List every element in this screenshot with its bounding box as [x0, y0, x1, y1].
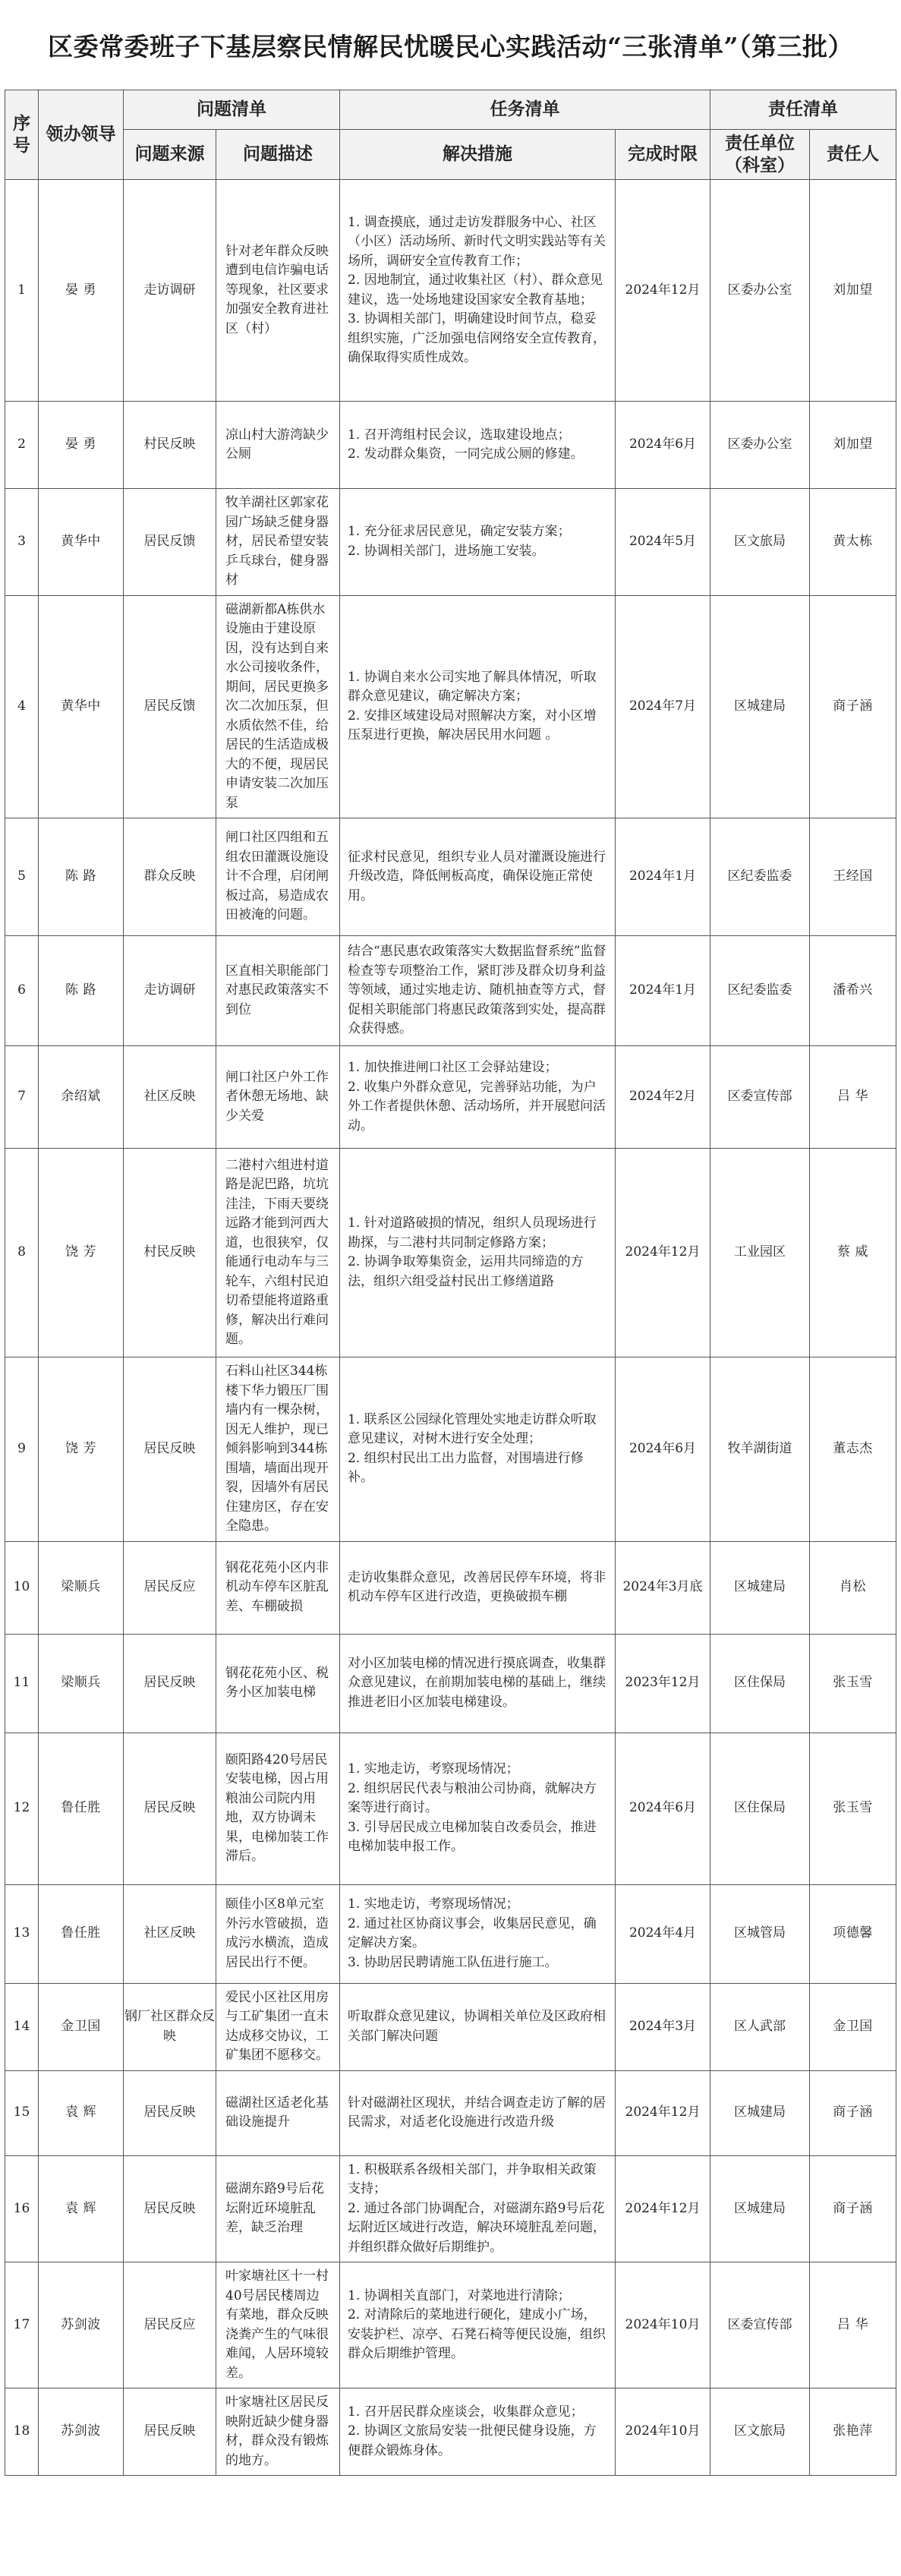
row-seq: 18	[5, 2388, 39, 2476]
measure-line: 1. 加快推进闸口社区工会驿站建设；	[348, 1060, 558, 1075]
row-person: 金卫国	[810, 1983, 896, 2070]
row-measures	[340, 2070, 616, 2155]
measure-line: 2. 收集户外群众意见，完善驿站功能，为户外工作者提供休憩、活动场所，并开展慰问活动。	[348, 1079, 606, 1134]
measure-line: 1. 召开居民群众座谈会，收集群众意见；	[348, 2404, 584, 2420]
row-seq: 12	[5, 1733, 39, 1884]
row-person: 蔡 威	[810, 1149, 896, 1357]
row-seq: 16	[5, 2155, 39, 2262]
header-unit: 责任单位（科室）	[710, 130, 810, 180]
measure-line: 听取群众意见建议，协调相关单位及区政府相关部门解决问题	[348, 2009, 606, 2044]
row-leader: 晏 勇	[39, 180, 124, 402]
row-source: 村民反映	[124, 402, 216, 489]
row-person: 张艳萍	[810, 2388, 896, 2476]
table-row	[5, 1983, 896, 2070]
row-measures	[340, 2388, 616, 2476]
row-seq: 10	[5, 1541, 39, 1634]
row-measures	[340, 595, 616, 818]
row-source: 社区反映	[124, 1884, 216, 1983]
row-unit: 区文旅局	[710, 489, 810, 596]
row-unit: 区城管局	[710, 1884, 810, 1983]
table-row	[5, 2070, 896, 2155]
measure-line: 1. 联系区公园绿化管理处实地走访群众听取意见建议，对树木进行安全处理；	[348, 1411, 597, 1447]
row-deadline: 2023年12月	[616, 1634, 710, 1733]
measure-line: 1. 积极联系各级相关部门，并争取相关政策支持；	[348, 2161, 597, 2196]
row-leader: 陈 路	[39, 818, 124, 936]
row-source: 居民反馈	[124, 489, 216, 596]
row-measures	[340, 1634, 616, 1733]
row-unit: 区委宣传部	[710, 1046, 810, 1149]
table-row	[5, 2262, 896, 2388]
row-deadline: 2024年1月	[616, 936, 710, 1046]
row-leader: 饶 芳	[39, 1149, 124, 1357]
row-desc: 颐佳小区8单元室外污水管破损，造成污水横流，造成居民出行不便。	[216, 1884, 340, 1983]
table-row	[5, 489, 896, 596]
row-person: 吕 华	[810, 2262, 896, 2388]
row-deadline: 2024年1月	[616, 818, 710, 936]
row-person: 黄太栋	[810, 489, 896, 596]
table-row	[5, 1634, 896, 1733]
row-measures	[340, 2155, 616, 2262]
document-title: 区委常委班子下基层察民情解民忧暖民心实践活动“三张清单”（第三批）	[48, 31, 853, 61]
row-leader: 梁顺兵	[39, 1541, 124, 1634]
row-person: 潘希兴	[810, 936, 896, 1046]
header-measures: 解决措施	[340, 130, 616, 180]
row-leader: 梁顺兵	[39, 1634, 124, 1733]
row-measures	[340, 936, 616, 1046]
row-seq: 15	[5, 2070, 39, 2155]
table-row	[5, 936, 896, 1046]
row-seq: 4	[5, 595, 39, 818]
row-deadline: 2024年6月	[616, 1357, 710, 1542]
row-deadline: 2024年4月	[616, 1884, 710, 1983]
table-row	[5, 1541, 896, 1634]
table-row	[5, 1046, 896, 1149]
row-source: 钢厂社区群众反映	[124, 1983, 216, 2070]
row-deadline: 2024年7月	[616, 595, 710, 818]
row-seq: 14	[5, 1983, 39, 2070]
row-measures	[340, 1733, 616, 1884]
table-row	[5, 402, 896, 489]
row-desc: 闸口社区四组和五组农田灌溉设施设计不合理，启闭闸板过高，易造成农田被淹的问题。	[216, 818, 340, 936]
list-table	[5, 90, 896, 2476]
table-row	[5, 1733, 896, 1884]
measure-line: 征求村民意见，组织专业人员对灌溉设施进行升级改造，降低闸板高度，确保设施正常使用。	[348, 849, 606, 903]
row-source: 居民反映	[124, 2388, 216, 2476]
measure-line: 1. 实地走访，考察现场情况；	[348, 1897, 519, 1912]
row-unit: 区人武部	[710, 1983, 810, 2070]
measure-line: 1. 召开湾组村民会议，选取建设地点；	[348, 427, 571, 443]
row-measures	[340, 1884, 616, 1983]
row-seq: 11	[5, 1634, 39, 1733]
header-task-group: 任务清单	[340, 90, 710, 130]
row-deadline: 2024年12月	[616, 1149, 710, 1357]
row-desc: 牧羊湖社区郭家花园广场缺乏健身器材，居民希望安装乒乓球台，健身器材	[216, 489, 340, 596]
row-leader: 晏 勇	[39, 402, 124, 489]
row-leader: 袁 辉	[39, 2155, 124, 2262]
row-source: 居民反应	[124, 1541, 216, 1634]
measure-line: 2. 协调相关部门，进场施工安装。	[348, 543, 545, 559]
row-deadline: 2024年12月	[616, 2070, 710, 2155]
row-source: 村民反映	[124, 1149, 216, 1357]
row-source: 居民反映	[124, 1634, 216, 1733]
measure-line: 3. 协助居民聘请施工队伍进行施工。	[348, 1954, 558, 1970]
measure-line: 2. 安排区域建设局对照解决方案，对小区增压泵进行更换，解决居民用水问题 。	[348, 708, 597, 743]
row-desc: 磁湖新都A栋供水设施由于建设原因，没有达到自来水公司接收条件，期间，居民更换多次二次加压泵，但水质依然不佳，给居民的生活造成极大的不便，现居民申请安装二次加压泵	[216, 595, 340, 818]
header-source: 问题来源	[124, 130, 216, 180]
measure-line: 3. 引导居民成立电梯加装自改委员会，推进电梯加装申报工作。	[348, 1819, 597, 1855]
row-unit: 牧羊湖街道	[710, 1357, 810, 1542]
row-source: 走访调研	[124, 936, 216, 1046]
row-seq: 17	[5, 2262, 39, 2388]
measure-line: 结合“惠民惠农政策落实大数据监督系统”监督检查等专项整治工作，紧盯涉及群众切身利益等领域，通过实地走访、随机抽查等方式，督促相关职能部门将惠民政策落到实处，提高群众获得感。	[348, 944, 606, 1037]
header-resp-group: 责任清单	[710, 90, 896, 130]
table-row	[5, 818, 896, 936]
row-source: 社区反映	[124, 1046, 216, 1149]
table-body	[5, 180, 896, 2476]
row-desc: 凉山村大游湾缺少公厕	[216, 402, 340, 489]
row-measures	[340, 1541, 616, 1634]
row-unit: 区纪委监委	[710, 936, 810, 1046]
row-desc: 爱民小区社区用房与工矿集团一直未达成移交协议，工矿集团不愿移交。	[216, 1983, 340, 2070]
row-source: 居民反映	[124, 1733, 216, 1884]
row-leader: 鲁任胜	[39, 1884, 124, 1983]
row-person: 刘加望	[810, 180, 896, 402]
measure-line: 1. 调查摸底，通过走访发群服务中心、社区（小区）活动场所、新时代文明实践站等有关场所，调研安全宣传教育工作；	[348, 214, 606, 269]
row-measures	[340, 1983, 616, 2070]
row-deadline: 2024年10月	[616, 2262, 710, 2388]
row-desc: 磁湖社区适老化基础设施提升	[216, 2070, 340, 2155]
row-desc: 针对老年群众反映遭到电信诈骗电话等现象，社区要求加强安全教育进社区（村）	[216, 180, 340, 402]
row-deadline: 2024年12月	[616, 2155, 710, 2262]
header-deadline: 完成时限	[616, 130, 710, 180]
measure-line: 走访收集群众意见，改善居民停车环境，将非机动车停车区进行改造，更换破损车棚	[348, 1569, 606, 1604]
row-leader: 苏剑波	[39, 2262, 124, 2388]
row-seq: 5	[5, 818, 39, 936]
row-desc: 颐阳路420号居民安装电梯，因占用粮油公司院内用地，双方协调未果，电梯加装工作滞后。	[216, 1733, 340, 1884]
row-unit: 区委办公室	[710, 402, 810, 489]
measure-line: 2. 组织居民代表与粮油公司协商，就解决方案等进行商讨。	[348, 1780, 597, 1816]
row-leader: 鲁任胜	[39, 1733, 124, 1884]
row-deadline: 2024年10月	[616, 2388, 710, 2476]
row-source: 居民反映	[124, 2070, 216, 2155]
header-seq: 序号	[5, 90, 39, 180]
row-desc: 钢花花苑小区、税务小区加装电梯	[216, 1634, 340, 1733]
row-measures	[340, 402, 616, 489]
measure-line: 1. 协调自来水公司实地了解具体情况，听取群众意见建议，确定解决方案；	[348, 669, 597, 705]
table-row	[5, 1149, 896, 1357]
measure-line: 2. 通过各部门协调配合，对磁湖东路9号后花坛附近区域进行改造，解决环境脏乱差问题，并组织群众做好后期维护。	[348, 2200, 606, 2255]
row-unit: 区纪委监委	[710, 818, 810, 936]
row-measures	[340, 818, 616, 936]
row-unit: 区住保局	[710, 1733, 810, 1884]
row-person: 项德馨	[810, 1884, 896, 1983]
row-unit: 区委宣传部	[710, 2262, 810, 2388]
row-source: 居民反馈	[124, 595, 216, 818]
row-desc: 钢花花苑小区内非机动车停车区脏乱差、车棚破损	[216, 1541, 340, 1634]
row-leader: 饶 芳	[39, 1357, 124, 1542]
measure-line: 1. 实地走访，考察现场情况；	[348, 1761, 519, 1777]
row-desc: 区直相关职能部门对惠民政策落实不到位	[216, 936, 340, 1046]
measure-line: 2. 通过社区协商议事会，收集居民意见，确定解决方案。	[348, 1915, 597, 1950]
row-leader: 苏剑波	[39, 2388, 124, 2476]
measure-line: 2. 对清除后的菜地进行硬化，建成小广场，安装护栏、凉亭、石凳石椅等便民设施，组织群众后期维护管理。	[348, 2307, 606, 2361]
row-measures	[340, 1149, 616, 1357]
row-desc: 闸口社区户外工作者休憩无场地、缺少关爱	[216, 1046, 340, 1149]
measure-line: 3. 协调相关部门，明确建设时间节点，稳妥组织实施，广泛加强电信网络安全宣传教育，确保取得实质性成效。	[348, 311, 606, 365]
row-source: 居民反映	[124, 1357, 216, 1542]
row-person: 吕 华	[810, 1046, 896, 1149]
row-seq: 2	[5, 402, 39, 489]
table-row	[5, 2155, 896, 2262]
row-desc: 二港村六组进村道路是泥巴路，坑坑洼洼，下雨天要绕远路才能到河西大道，也很狭窄，仅能通行电动车与三轮车，六组村民迫切希望能将道路重修，解决出行难问题。	[216, 1149, 340, 1357]
row-leader: 黄华中	[39, 595, 124, 818]
row-source: 居民反映	[124, 2155, 216, 2262]
row-measures	[340, 489, 616, 596]
measure-line: 2. 组织村民出工出力监督，对围墙进行修补。	[348, 1450, 584, 1486]
row-person: 商子涵	[810, 595, 896, 818]
row-deadline: 2024年6月	[616, 1733, 710, 1884]
row-person: 王经国	[810, 818, 896, 936]
table-row	[5, 1884, 896, 1983]
row-leader: 余绍斌	[39, 1046, 124, 1149]
row-deadline: 2024年3月底	[616, 1541, 710, 1634]
row-seq: 7	[5, 1046, 39, 1149]
measure-line: 1. 充分征求居民意见，确定安装方案；	[348, 524, 571, 540]
measure-line: 2. 因地制宜，通过收集社区（村）、群众意见建议，选一处场地建设国家安全教育基地；	[348, 273, 603, 307]
row-deadline: 2024年6月	[616, 402, 710, 489]
row-seq: 6	[5, 936, 39, 1046]
row-leader: 黄华中	[39, 489, 124, 596]
row-unit: 工业园区	[710, 1149, 810, 1357]
row-measures	[340, 1046, 616, 1149]
header-row-1	[5, 90, 896, 130]
row-seq: 8	[5, 1149, 39, 1357]
header-person: 责任人	[810, 130, 896, 180]
measure-line: 1. 协调相关直部门，对菜地进行清除；	[348, 2288, 571, 2303]
table-row	[5, 595, 896, 818]
row-seq: 9	[5, 1357, 39, 1542]
row-deadline: 2024年5月	[616, 489, 710, 596]
row-source: 群众反映	[124, 818, 216, 936]
row-unit: 区城建局	[710, 2070, 810, 2155]
row-leader: 陈 路	[39, 936, 124, 1046]
row-leader: 袁 辉	[39, 2070, 124, 2155]
measure-line: 2. 发动群众集资，一同完成公厕的修建。	[348, 446, 584, 462]
row-unit: 区城建局	[710, 2155, 810, 2262]
row-leader: 金卫国	[39, 1983, 124, 2070]
row-desc: 石料山社区344栋楼下华力锻压厂围墙内有一棵杂树，因无人维护，现已倾斜影响到344栋围墙，墙面出现开裂，因墙外有居民住建房区，存在安全隐患。	[216, 1357, 340, 1542]
row-measures	[340, 180, 616, 402]
row-measures	[340, 2262, 616, 2388]
row-person: 肖松	[810, 1541, 896, 1634]
row-person: 商子涵	[810, 2155, 896, 2262]
header-desc: 问题描述	[216, 130, 340, 180]
header-leader: 领办领导	[39, 90, 124, 180]
row-person: 张玉雪	[810, 1634, 896, 1733]
row-person: 刘加望	[810, 402, 896, 489]
row-unit: 区文旅局	[710, 2388, 810, 2476]
row-deadline: 2024年12月	[616, 180, 710, 402]
row-person: 董志杰	[810, 1357, 896, 1542]
measure-line: 2. 协调区文旅局安装一批便民健身设施，方便群众锻炼身体。	[348, 2423, 597, 2458]
row-desc: 叶家塘社区十一村40号居民楼周边有菜地，群众反映浇粪产生的气味很难闻，人居环境较差。	[216, 2262, 340, 2388]
row-person: 张玉雪	[810, 1733, 896, 1884]
row-unit: 区委办公室	[710, 180, 810, 402]
row-desc: 磁湖东路9号后花坛附近环境脏乱差，缺乏治理	[216, 2155, 340, 2262]
measure-line: 2. 协调争取筹集资金，运用共同缔造的方法，组织六组受益村民出工修缮道路	[348, 1254, 584, 1289]
row-seq: 13	[5, 1884, 39, 1983]
row-desc: 叶家塘社区居民反映附近缺少健身器材，群众没有锻炼的地方。	[216, 2388, 340, 2476]
row-source: 居民反应	[124, 2262, 216, 2388]
row-deadline: 2024年2月	[616, 1046, 710, 1149]
measure-line: 1. 针对道路破损的情况，组织人员现场进行勘探，与二港村共同制定修路方案；	[348, 1215, 597, 1250]
row-unit: 区城建局	[710, 595, 810, 818]
row-seq: 1	[5, 180, 39, 402]
measure-line: 针对磁湖社区现状，并结合调查走访了解的居民需求，对适老化设施进行改造升级	[348, 2095, 606, 2130]
table-row	[5, 2388, 896, 2476]
row-unit: 区城建局	[710, 1541, 810, 1634]
measure-line: 对小区加装电梯的情况进行摸底调查，收集群众意见建议，在前期加装电梯的基础上，继续推进老旧小区加装电梯建设。	[348, 1655, 606, 1710]
row-measures	[340, 1357, 616, 1542]
row-deadline: 2024年3月	[616, 1983, 710, 2070]
row-source: 走访调研	[124, 180, 216, 402]
row-seq: 3	[5, 489, 39, 596]
header-problem-group: 问题清单	[124, 90, 340, 130]
header-row-2	[5, 130, 896, 180]
table-row	[5, 1357, 896, 1542]
row-unit: 区住保局	[710, 1634, 810, 1733]
table-row	[5, 180, 896, 402]
row-person: 商子涵	[810, 2070, 896, 2155]
